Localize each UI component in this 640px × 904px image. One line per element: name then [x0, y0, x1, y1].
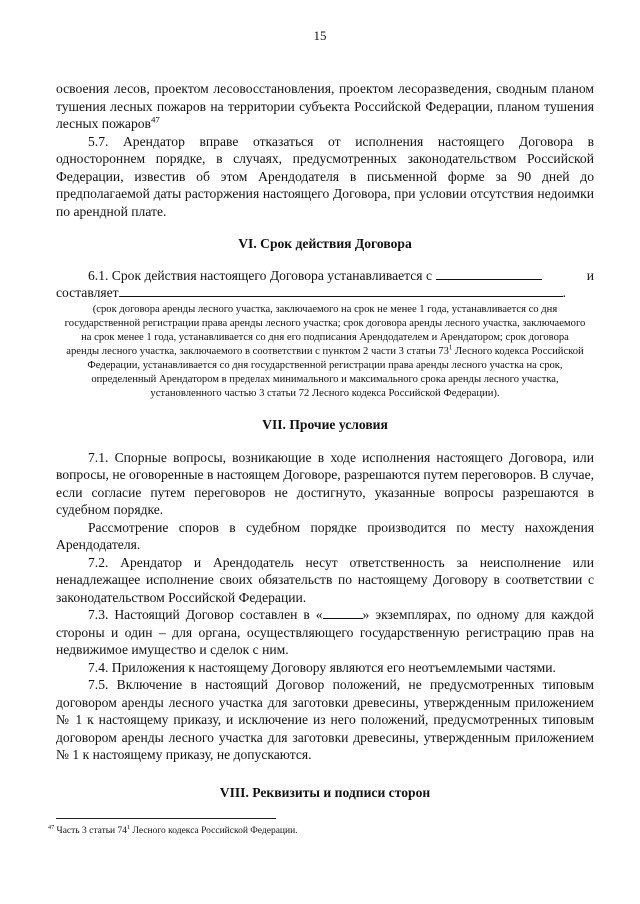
paragraph-7-3-start: 7.3. Настоящий Договор составлен в « — [88, 607, 323, 623]
term-blank — [119, 284, 563, 297]
footnote — [48, 826, 298, 836]
section-7-title: VII. Прочие условия — [262, 417, 388, 433]
term-explanatory-note — [64, 303, 586, 402]
paragraph-7-1-disputes: Рассмотрение споров в судебном порядке производится по месту нахождения Арендодателя. — [56, 519, 594, 553]
paragraph-6-1-line2 — [56, 284, 594, 302]
section-8-title: VIII. Реквизиты и подписи сторон — [219, 784, 431, 800]
paragraph-6-1-line1 — [56, 267, 594, 285]
page-number: 15 — [313, 28, 327, 43]
note-superscript: 1 — [448, 344, 453, 352]
note-text-part1: (срок договора аренды лесного участка, заключаемого на срок не менее 1 года, устанавливается со дня государственной регистрации права аренды лесного участка; срок договора аренды лесного участка, заключаемого на срок менее 1 года, устанавливается со дня его подписания Арендодателем и Арендатором; срок договора аренды лесного участка, заключаемого в соответствии с пунктом 2 части 3 статьи 73 — [64, 303, 586, 357]
paragraph-7-4: 7.4. Приложения к настоящему Договору являются его неотъемлемыми частями. — [88, 659, 556, 675]
footnote-superscript: 1 — [127, 824, 131, 831]
paragraph-7-5: 7.5. Включение в настоящий Договор положений, не предусмотренных типовым договором аренды лесного участка для заготовки древесины, утвержденным приложением № 1 к настоящему приказу, и исключение из него положений, предусмотренных типовым договором аренды лесного участка для заготовки древесины, утвержденным приложением № 1 к настоящему приказу, не допускаются. — [56, 677, 594, 763]
start-date-blank — [436, 267, 542, 280]
paragraph-5-7: 5.7. Арендатор вправе отказаться от исполнения настоящего Договора в одностороннем порядке, в случаях, предусмотренных законодательством Российской Федерации, известив об этом Арендодателя в письменной форме за 90 дней до предполагаемой даты расторжения настоящего Договора, при условии отсутствия недоимки по арендной плате. — [56, 133, 594, 219]
section-6-title: VI. Срок действия Договора — [238, 236, 412, 251]
paragraph-6-1-term-label: составляет — [56, 285, 119, 300]
paragraph-7-1: 7.1. Спорные вопросы, возникающие в ходе исполнения настоящего Договора, или вопросы, не оговоренные в настоящем Договоре, разрешаются путем переговоров. В случае, если согласие путем переговоров не достигнуто, указанные вопросы разрешаются в судебном порядке. — [56, 449, 594, 518]
paragraph-continued-text: освоения лесов, проектом лесовосстановления, проектом лесоразведения, сводным планом тушения лесных пожаров на территории субъекта Российской Федерации, планом тушения лесных пожаров — [56, 81, 594, 131]
paragraph-continued — [56, 80, 594, 133]
main-text — [56, 80, 594, 801]
paragraph-6-1-and: и — [586, 267, 594, 283]
footnote-number: 47 — [48, 824, 55, 831]
paragraph-6-1-start: 6.1. Срок действия настоящего Договора устанавливается с — [88, 267, 432, 283]
note-text-part2: Лесного кодекса Российской Федерации, устанавливается со дня государственной регистрации права аренды лесного участка на срок, определенный Арендатором в пределах минимального и максимального срока аренды лесного участка, установленного частью 3 статьи 72 Лесного кодекса Российской Федерации). — [87, 345, 584, 400]
footnote-text-part2: Лесного кодекса Российской Федерации. — [130, 826, 298, 836]
footnote-reference: 47 — [150, 114, 160, 125]
copies-count-blank — [323, 618, 363, 619]
paragraph-7-2: 7.2. Арендатор и Арендодатель несут ответственность за неисполнение или ненадлежащее исполнение своих обязательств по настоящему Договору в соответствии с законодательством Российской Федерации. — [56, 554, 594, 605]
paragraph-6-1-end: . — [562, 285, 566, 300]
paragraph-7-3 — [56, 606, 594, 659]
footnote-divider — [56, 818, 276, 819]
paragraph-7-3-end: » экземплярах, по одному для каждой стороны и один – для органа, осуществляющего государственную регистрацию прав на недвижимое имущество и сделок с ним. — [56, 607, 595, 658]
footnote-text-part1: Часть 3 статьи 74 — [54, 826, 128, 836]
